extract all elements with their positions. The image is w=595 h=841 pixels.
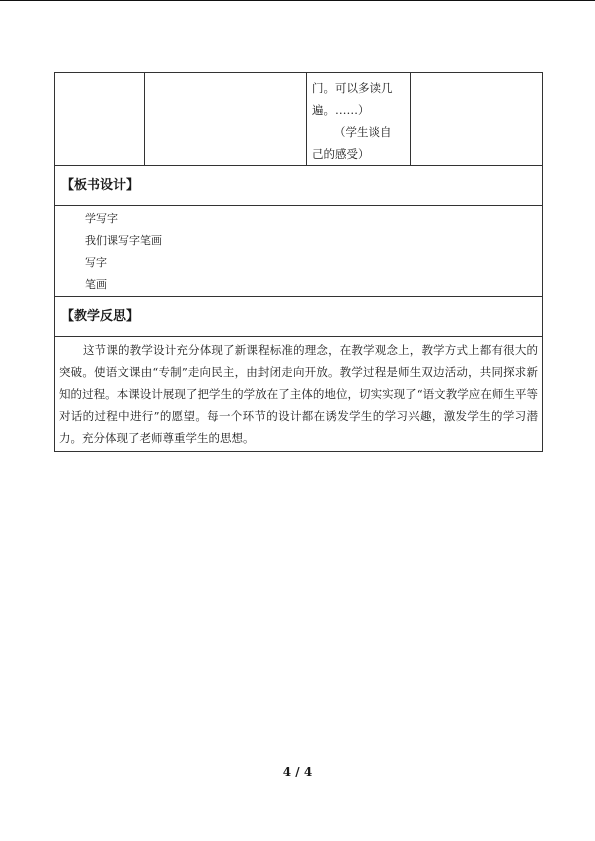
continuation-line: 门。可以多读几: [312, 81, 393, 95]
board-line: 写字: [85, 256, 107, 269]
page-number: 4 / 4: [282, 765, 313, 779]
board-line: 学写字: [85, 212, 118, 225]
continuation-cell-2: [145, 73, 307, 166]
board-design-body-row: [55, 206, 543, 297]
board-design-body: [55, 206, 543, 297]
continuation-line: 遍。……）: [312, 103, 370, 117]
continuation-cell-3: [307, 73, 411, 166]
lesson-plan-table: [54, 72, 543, 452]
continuation-row: [55, 73, 543, 166]
board-line: 笔画: [85, 278, 107, 291]
reflection-paragraph: 这节课的教学设计充分体现了新课程标准的理念，在教学观念上，教学方式上都有很大的突破。使语文课由“专制”走向民主，由封闭走向开放。教学过程是师生双边活动，共同探求新知的过程。本课设计展现了把学生的学放在了主体的地位，切实实现了“语文教学应在师生平等对话的过程中进行”的愿望。每一个环节的设计都在诱发学生的学习兴趣，激发学生的学习潜力。充分体现了老师尊重学生的思想。: [55, 337, 543, 452]
continuation-line: （学生谈自: [334, 125, 392, 139]
board-design-heading: 【板书设计】: [55, 166, 543, 206]
continuation-cell-4: [411, 73, 543, 166]
board-line: 我们课写字笔画: [85, 234, 162, 247]
reflection-heading-row: [55, 297, 543, 337]
reflection-body-row: [55, 337, 543, 452]
header-rule: [0, 0, 595, 1]
continuation-cell-1: [55, 73, 145, 166]
board-design-heading-row: [55, 166, 543, 206]
continuation-line: 己的感受）: [312, 147, 370, 161]
reflection-heading: 【教学反思】: [55, 297, 543, 337]
